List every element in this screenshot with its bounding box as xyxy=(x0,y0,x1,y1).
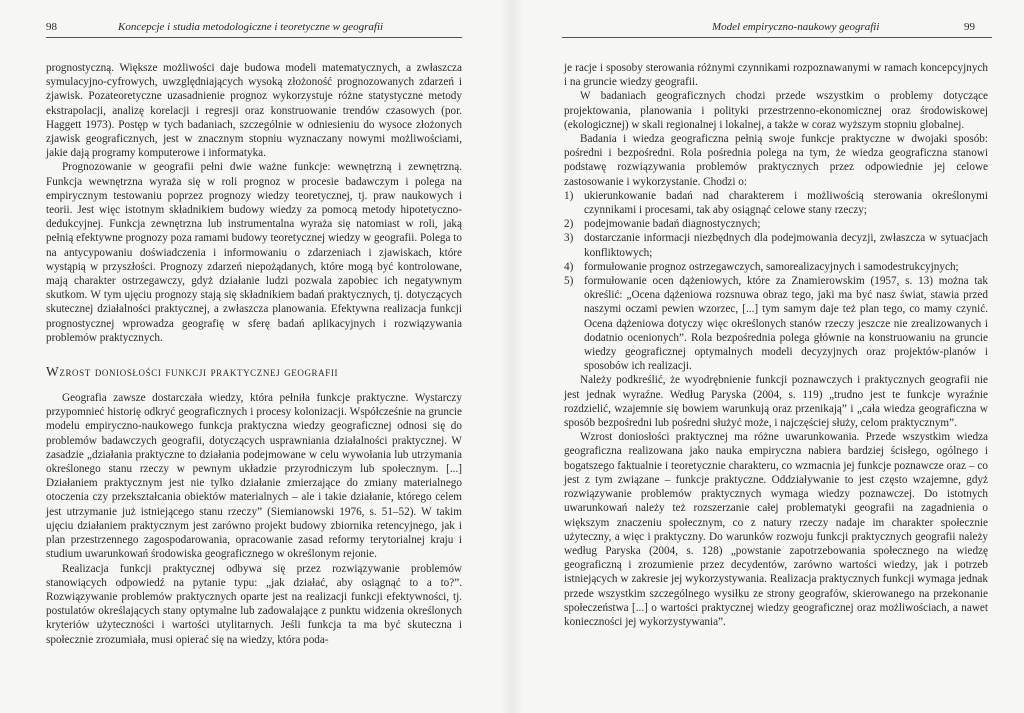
paragraph: W badaniach geograficznych chodzi przede wszystkim o problemy dotyczące projektowania, planowania i polityki przestrzenno-ekonomicznej oraz środowiskowej (ekologicznej) w skali regionalnej i lokalnej, a także w coraz wyższym stopniu globalnej. xyxy=(564,90,988,131)
header-rule xyxy=(46,37,462,38)
running-title: Koncepcje i studia metodologiczne i teoretyczne w geografii xyxy=(118,21,384,33)
paragraph: je racje i sposoby sterowania różnymi czynnikami rozpoznawanymi w ramach koncepcyjnych i na gruncie wiedzy geografii. xyxy=(564,62,988,89)
list-marker: 1) xyxy=(564,189,574,202)
paragraph: Wzrost doniosłości praktycznej ma różne uwarunkowania. Przede wszystkim wiedza geograficzna realizowana jako nauka empiryczna nabiera bardziej ścisłego, ogólnego i bogatszego faktualnie i teoretycznie charakteru, co wzmacnia jej funkcje poznawcze oraz – co jest z tym związane – funkcje praktyczne. Oddziaływanie to jest często wzajemne, gdyż rozwiązywanie problemów praktycznych wymaga wiedzy poznawczej. Do istotnych uwarunkowań należy też rozszerzanie całej problematyki geografii na zagadnienia o większym znaczeniu społecznym, co z natury rzeczy nadaje im charakter społecznie użyteczny, a więc i praktyczny. Do warunków rozwoju funkcji praktycznych geografii należy według Paryska (2004, s. 128) „powstanie zapotrzebowania społecznego na wiedzę geograficzną i zrozumienie przez decydentów, zarówno wartości wiedzy, jak i potrzeb istniejących w zakresie jej wykorzystywania. Realizacja praktycznych funkcji wymaga jednak przede wszystkim szczególnego wysiłku ze strony geografów, skierowanego na przekonanie społeczeństwa [...] o wartości praktycznej wiedzy geograficznej oraz możliwościach, a nawet konieczności jej wykorzystywania”. xyxy=(564,431,988,628)
paragraph: Realizacja funkcji praktycznej odbywa się przez rozwiązywanie problemów stanowiących odpowiedź na pytanie typu: „jak działać, aby osiągnąć to a to?”. Rozwiązywanie problemów praktycznych oparte jest na realizacji funkcji efektywności, tj. postulatów określających stany optymalne lub zadowalające z punktu widzenia określonych kryteriów użyteczności i wartości utylitarnych. Jeśli funkcja ta ma być skuteczna i społecznie zrozumiała, musi opierać się na wiedzy, która poda- xyxy=(46,562,462,646)
list-item-text: formułowanie ocen dążeniowych, które za Znamierowskim (1957, s. 13) można tak określić: „Ocena dążeniowa rozsnuwa obraz tego, jaki ma być nasz świat, stawia przed naszymi oczami pewien wzorzec, [...] tym samym daje też plan tego, co mamy czynić. Ocena dążeniowa dotyczy więc określonych stanów rzeczy jeszcze nie zrealizowanych i dodatnio ocenionych”. Rola bezpośrednia polega głównie na konstruowaniu na gruncie wiedzy geograficznej optymalnych modeli decyzyjnych oraz projektów-planów i sposobów ich realizacji. xyxy=(584,275,988,373)
book-gutter xyxy=(500,0,524,713)
numbered-list xyxy=(564,189,988,374)
list-item xyxy=(564,231,988,259)
paragraph: Badania i wiedza geograficzna pełnią swoje funkcje praktyczne w dwojaki sposób: pośredni i bezpośredni. Rola pośrednia polega na tym, że wiedza geograficzna stanowi podstawę rozwiązywania problemów praktycznych przez odpowiednie jej celowe zastosowanie i wykorzystanie. Chodzi o: xyxy=(564,133,988,188)
right-page-body xyxy=(564,61,988,629)
list-marker: 2) xyxy=(564,218,574,231)
list-item-text: ukierunkowanie badań nad charakterem i możliwością sterowania określonymi czynnikami i procesami, tak aby osiągnąć celowe stany rzeczy; xyxy=(584,189,988,217)
section-heading: Wzrost doniosłości funkcji praktycznej geografii xyxy=(46,364,339,380)
paragraph: Geografia zawsze dostarczała wiedzy, która pełniła funkcje praktyczne. Wystarczy przypomnieć historię odkryć geograficznych i procesy kolonizacji. Współcześnie na gruncie modelu empiryczno-naukowego funkcja praktyczna wiedzy geograficznej odnosi się do problemów badawczych geografii, dotyczących usprawniania działalności praktycznej. W zasadzie „działania praktyczne to działania podejmowane w celu wywołania lub utrzymania określonego stanu rzeczy w pewnym układzie przyrodniczym lub społecznym. [...] Działaniem praktycznym jest nie tylko działanie zmierzające do zmiany materialnego otoczenia czy przekształcania obiektów materialnych – ale i takie działanie, którego celem jest utrzymanie już istniejącego stanu rzeczy” (Siemianowski 1976, s. 51–52). W takim ujęciu działaniem praktycznym jest zarówno projekt budowy zbiornika retencyjnego, jak i plan przestrzennego zagospodarowania, opracowanie zasad reformy terytorialnej kraju i studium uwarunkowań środowiska geograficznego w określonym rejonie. xyxy=(46,392,462,561)
list-item-text: podejmowanie badań diagnostycznych; xyxy=(584,218,761,231)
list-item-text: formułowanie prognoz ostrzegawczych, samorealizacyjnych i samodestrukcyjnych; xyxy=(584,260,959,273)
list-item-text: dostarczanie informacji niezbędnych dla podejmowania decyzji, zwłaszcza w sytuacjach konfliktowych; xyxy=(584,232,988,259)
right-page xyxy=(512,0,1024,713)
paragraph: Należy podkreślić, że wyodrębnienie funkcji poznawczych i praktycznych geografii nie jest jednak wyraźne. Według Paryska (2004, s. 119) „trudno jest te funkcje wyraźnie rozdzielić, wzajemnie się bowiem warunkują oraz przenikają” i „cała wiedza geograficzna w sposób bezpośredni lub pośredni służyć może, i najczęściej służy, celom praktycznym”. xyxy=(564,374,988,430)
list-marker: 3) xyxy=(564,232,574,245)
list-item xyxy=(564,217,988,231)
running-title: Model empiryczno-naukowy geografii xyxy=(712,21,880,33)
left-page-body xyxy=(46,61,462,647)
header-rule xyxy=(562,37,992,38)
list-marker: 4) xyxy=(564,260,574,273)
list-item xyxy=(564,274,988,373)
paragraph: Prognozowanie w geografii pełni dwie ważne funkcje: wewnętrzną i zewnętrzną. Funkcja wewnętrzna wyraża się w roli prognoz w procesie badawczym i polega na empirycznym testowaniu poprzez prognozy wiedzy teoretycznej, tj. praw naukowych i teorii. Jest więc istotnym składnikiem budowy wiedzy za pomocą metody hipotetyczno-dedukcyjnej. Funkcja zewnętrzna lub instrumentalna wyraża się natomiast w roli, jaką pełnią efektywne prognozy poza ramami budowy teoretycznej wiedzy w geografii. Polega to na antycypowaniu doświadczenia i informowaniu o zdarzeniach i zjawiskach, które wystąpią w przyszłości. Prognozy zdarzeń niepożądanych, które mogą być kontrolowane, mają charakter ostrzegawczy, gdyż działanie ludzi pozwala zapobiec ich negatywnym skutkom. W tym ujęciu prognozy stają się składnikiem badań praktycznych, tj. dotyczących skutecznej działalności praktycznej, a zwłaszcza planowania. Efektywna realizacja funkcji prognostycznej wprowadza geografię w sferę badań aplikacyjnych i rozwiązywania problemów praktycznych. xyxy=(46,161,462,344)
list-item xyxy=(564,260,988,274)
list-item xyxy=(564,189,988,217)
paragraph: prognostyczną. Większe możliwości daje budowa modeli matematycznych, a zwłaszcza symulacyjno-cyfrowych, uwzględniających wysoką złożoność prognozowanych zdarzeń i zjawisk. Pozateoretyczne uzasadnienie prognoz wykorzystuje różne statystyczne metody ekstrapolacji, analizę korelacji i regresji oraz konstruowanie trendów czasowych (por. Haggett 1973). Postęp w tych badaniach, szczególnie w odniesieniu do wysoce złożonych zjawisk geograficznych, jest w znacznym stopniu wyznaczany nowymi możliwościami, jakie dają programy komputerowe i informatyka. xyxy=(46,62,462,160)
list-marker: 5) xyxy=(564,275,574,288)
page-number: 98 xyxy=(46,21,57,33)
page-number: 99 xyxy=(964,21,975,33)
